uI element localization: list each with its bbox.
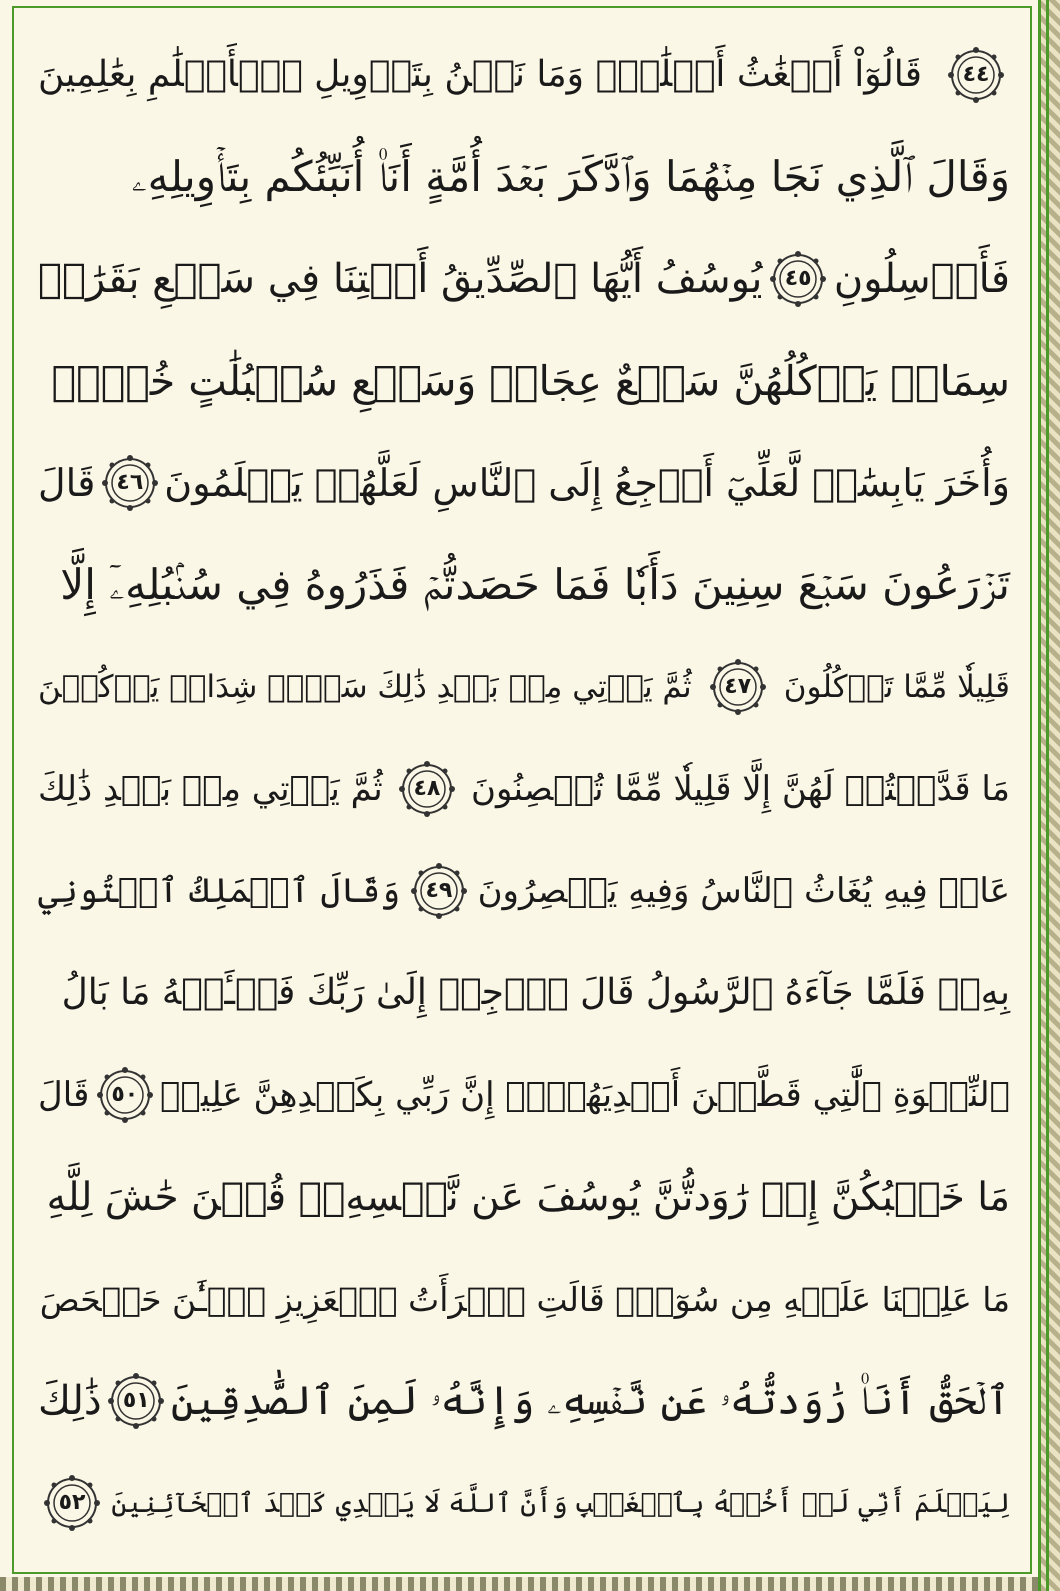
verse-text: ثُمَّ يَأۡتِي مِنۢ بَعۡدِ ذَٰلِكَ سَبۡعٞ شِدَادٞ يَأۡكُلۡنَ	[38, 668, 692, 705]
verse-text: عَامٞ فِيهِ يُغَاثُ ٱلنَّاسُ وَفِيهِ يَعۡصِرُونَ	[477, 871, 1010, 911]
verse-number-marker	[108, 1373, 164, 1429]
verse-text: قَالُوٓاْ أَضۡغَٰثُ أَحۡلَٰمٖۖ وَمَا نَحۡنُ بِتَأۡوِيلِ ٱلۡأَحۡلَٰمِ بِعَٰلِمِينَ	[38, 54, 922, 95]
verse-number: ٤٧	[724, 674, 752, 699]
verse-text: مَا قَدَّمۡتُمۡ لَهُنَّ إِلَّا قَلِيلٗا مِّمَّا تُحۡصِنُونَ	[471, 769, 1010, 809]
verse-text: ٱلنِّسۡوَةِ ٱلَّٰتِي قَطَّعۡنَ أَيۡدِيَهُنَّۚ إِنَّ رَبِّي بِكَيۡدِهِنَّ عَلِيمٞ	[160, 1075, 1010, 1115]
text-line	[38, 742, 1010, 836]
verse-text: ذَٰلِكَ	[38, 1378, 102, 1424]
verse-number-marker	[97, 1067, 153, 1123]
verse-text: وَقَالَ ٱلَّذِي نَجَا مِنۡهُمَا وَٱدَّكَرَ بَعۡدَ أُمَّةٍ أَنَا۠ أُنَبِّئُكُم بِتَأۡوِيلِهِۦ	[131, 152, 1010, 201]
verse-number: ٥١	[122, 1388, 150, 1413]
verse-text: وَقَالَ ٱلۡمَلِكُ ٱئۡتُونِي	[38, 871, 401, 911]
verse-text: وَأُخَرَ يَابِسَٰتٖ لَّعَلِّيٓ أَرۡجِعُ إِلَى ٱلنَّاسِ لَعَلَّهُمۡ يَعۡلَمُونَ	[164, 461, 1010, 505]
text-line	[38, 1150, 1010, 1244]
verse-text: قَالَ	[38, 1075, 90, 1115]
text-line	[38, 334, 1010, 428]
verse-text: ٱلۡحَقُّ أَنَا۠ رَٰوَدتُّهُۥ عَن نَّفۡسِهِۦ وَإِنَّهُۥ لَمِنَ ٱلصَّٰدِقِينَ	[170, 1378, 1010, 1424]
text-line	[38, 1252, 1010, 1346]
verse-text: مَا خَطۡبُكُنَّ إِذۡ رَٰوَدتُّنَّ يُوسُفَ عَن نَّفۡسِهِۦۚ قُلۡنَ حَٰشَ لِلَّهِ	[46, 1174, 1010, 1220]
verse-text: قَالَ	[38, 461, 96, 505]
verse-number-marker	[948, 47, 1004, 103]
verse-number-marker	[44, 1475, 100, 1531]
verse-text: تَزۡرَعُونَ سَبۡعَ سِنِينَ دَأَبٗا فَمَا حَصَدتُّمۡ فَذَرُوهُ فِي سُنۢبُلِهِۦٓ إِلَّا	[60, 560, 1010, 609]
verse-number: ٥٠	[111, 1082, 139, 1107]
text-line	[38, 28, 1010, 122]
verse-number: ٤٦	[116, 470, 144, 495]
verse-text: فَأَرۡسِلُونِ	[833, 256, 1010, 302]
verse-text: سِمَانٖ يَأۡكُلُهُنَّ سَبۡعٌ عِجَافٞ وَسَبۡعِ سُنۢبُلَٰتٍ خُضۡرٖ	[51, 356, 1010, 405]
bottom-ornament	[0, 1577, 1038, 1591]
verse-text: قَلِيلٗا مِّمَّا تَأۡكُلُونَ	[783, 668, 1010, 705]
text-line	[38, 538, 1010, 632]
verse-number: ٤٤	[962, 62, 990, 87]
text-line	[38, 130, 1010, 224]
verse-number: ٤٩	[425, 878, 453, 903]
verse-number: ٤٨	[413, 776, 441, 801]
text-line	[38, 232, 1010, 326]
ornamental-border	[1038, 0, 1060, 1591]
text-line	[38, 946, 1010, 1040]
text-line	[38, 436, 1010, 530]
verse-number-marker	[770, 251, 826, 307]
verse-text: لِيَعۡلَمَ أَنِّي لَمۡ أَخُنۡهُ بِٱلۡغَيۡبِ وَأَنَّ ٱللَّهَ لَا يَهۡدِي كَيۡدَ ٱلۡخَآئِنِينَ	[111, 1487, 1010, 1519]
verse-text: مَا عَلِمۡنَا عَلَيۡهِ مِن سُوٓءٖۚ قَالَتِ ٱمۡرَأَتُ ٱلۡعَزِيزِ ٱلۡـَٰٔنَ حَصۡحَصَ	[39, 1279, 1010, 1319]
verse-text: يُوسُفُ أَيُّهَا ٱلصِّدِّيقُ أَفۡتِنَا فِي سَبۡعِ بَقَرَٰتٖ	[38, 256, 763, 302]
text-line	[38, 640, 1010, 734]
verse-text: بِهِۦۖ فَلَمَّا جَآءَهُ ٱلرَّسُولُ قَالَ ٱرۡجِعۡ إِلَىٰ رَبِّكَ فَسۡـَٔلۡهُ مَا بَالُ	[61, 972, 1010, 1013]
text-line	[38, 844, 1010, 938]
verse-number-marker	[102, 455, 158, 511]
verse-number-marker	[399, 761, 455, 817]
text-line	[38, 1354, 1010, 1448]
verse-number-marker	[411, 863, 467, 919]
quran-page-text	[38, 28, 1010, 1558]
verse-text: ثُمَّ يَأۡتِي مِنۢ بَعۡدِ ذَٰلِكَ	[38, 769, 383, 809]
verse-number: ٥٢	[58, 1490, 86, 1515]
text-line	[38, 1048, 1010, 1142]
verse-number: ٤٥	[784, 266, 812, 291]
verse-number-marker	[710, 659, 766, 715]
text-line	[38, 1456, 1010, 1550]
